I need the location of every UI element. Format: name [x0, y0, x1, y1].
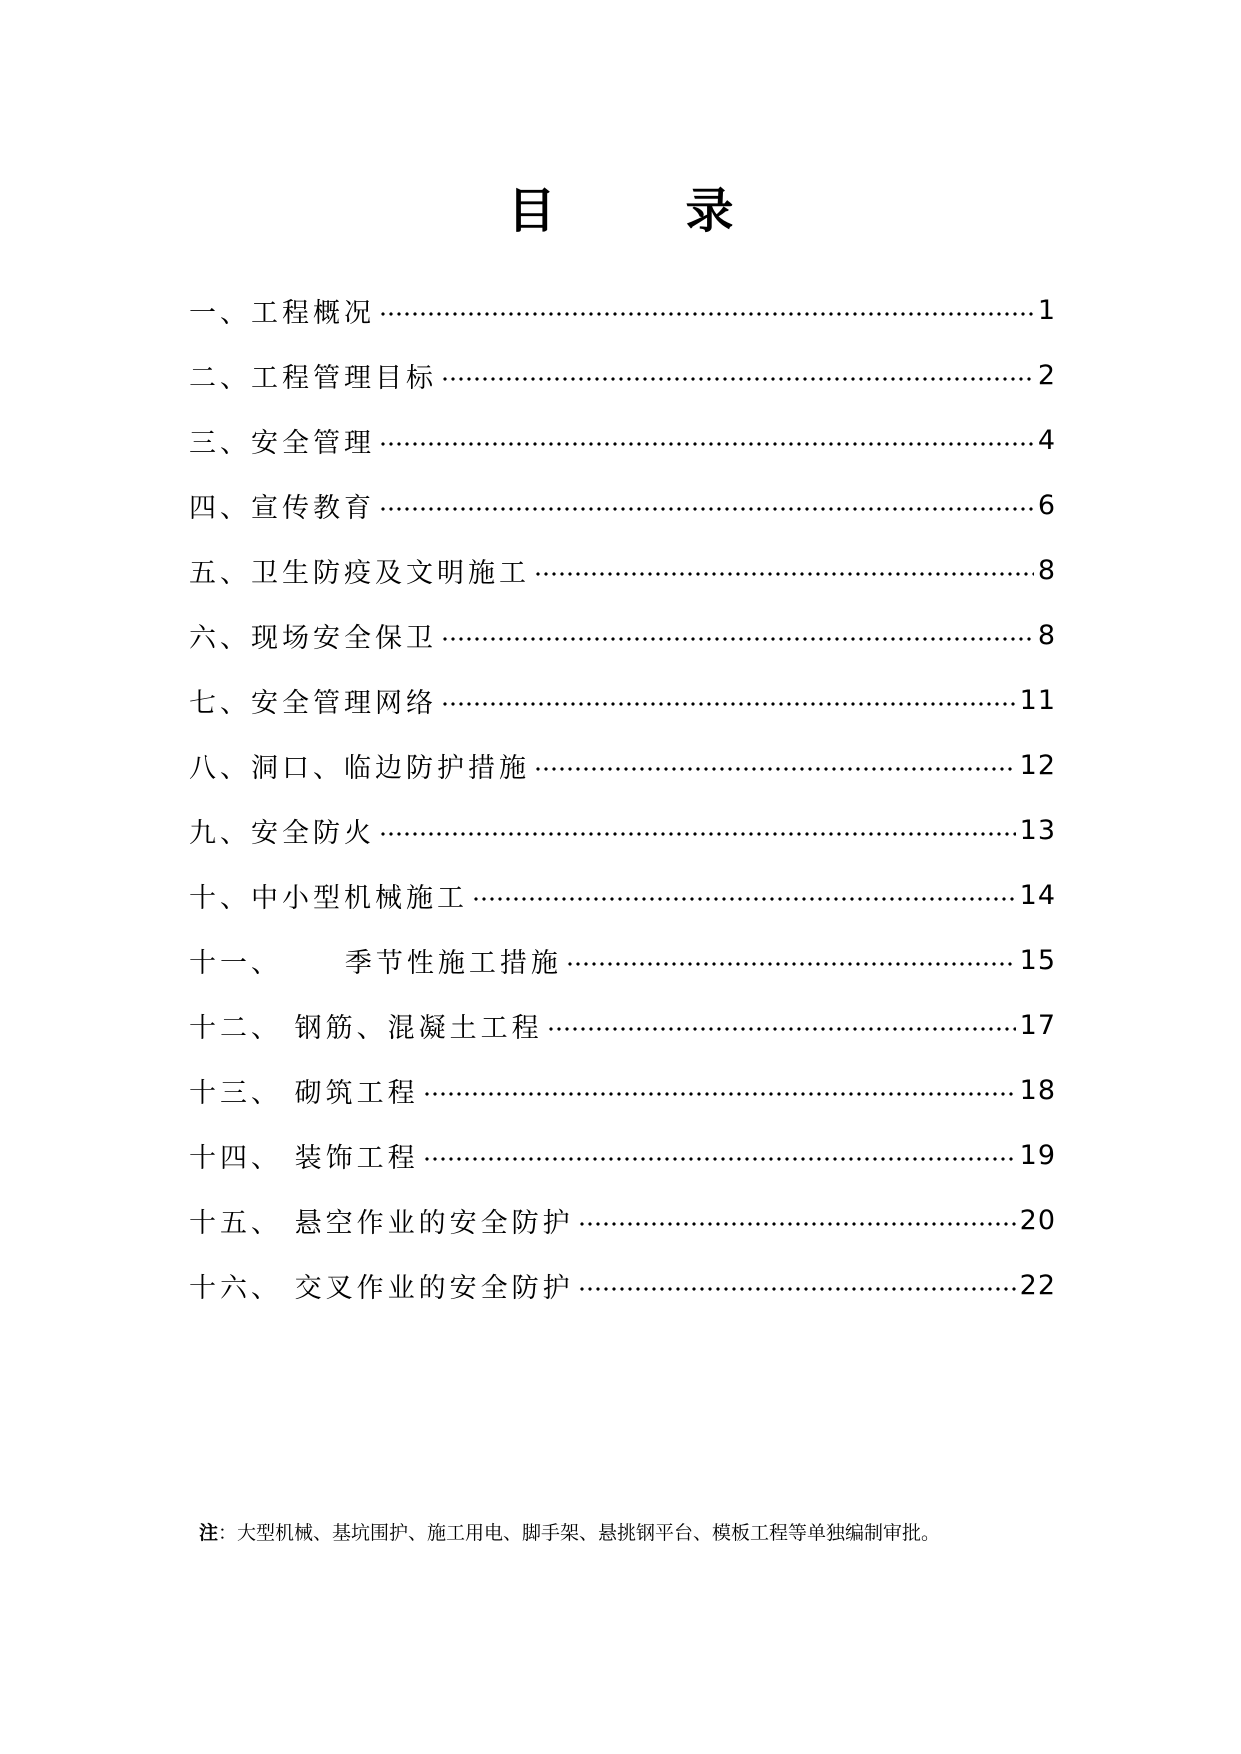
footnote-text: ：大型机械、基坑围护、施工用电、脚手架、悬挑钢平台、模板工程等单独编制审批。	[218, 1522, 941, 1544]
toc-entry-number: 十六、	[189, 1272, 295, 1304]
toc-leader-dots	[379, 312, 1034, 316]
toc-leader-dots	[441, 702, 1016, 706]
toc-entry-label: 中小型机械施工	[251, 882, 468, 914]
toc-entry[interactable]	[189, 290, 1056, 330]
toc-entry[interactable]	[189, 355, 1056, 395]
toc-page-number: 14	[1019, 879, 1056, 911]
toc-page-number: 4	[1037, 424, 1056, 456]
toc-entry-label: 工程概况	[251, 297, 375, 329]
toc-page-number: 6	[1037, 489, 1056, 521]
toc-entry[interactable]	[189, 1135, 1056, 1175]
footnote	[199, 1518, 1099, 1545]
toc-entry-label: 安全管理	[251, 427, 375, 459]
toc-page-number: 18	[1019, 1074, 1056, 1106]
toc-entry-number: 七、	[189, 687, 251, 719]
toc-entry[interactable]	[189, 1265, 1056, 1305]
toc-entry[interactable]	[189, 1005, 1056, 1045]
toc-page-number: 12	[1019, 749, 1056, 781]
toc-entry[interactable]	[189, 615, 1056, 655]
toc-leader-dots	[423, 1157, 1016, 1161]
toc-leader-dots	[534, 572, 1034, 576]
toc-entry[interactable]	[189, 875, 1056, 915]
toc-page-number: 19	[1019, 1139, 1056, 1171]
toc-page-number: 22	[1019, 1269, 1056, 1301]
toc-entry-label: 洞口、临边防护措施	[251, 752, 530, 784]
toc-entry-number: 八、	[189, 752, 251, 784]
toc-leader-dots	[441, 637, 1034, 641]
toc-entry[interactable]	[189, 745, 1056, 785]
toc-leader-dots	[441, 377, 1034, 381]
toc-entry[interactable]	[189, 940, 1056, 980]
toc-entry-label: 装饰工程	[294, 1142, 419, 1174]
toc-entry-number: 三、	[189, 427, 251, 459]
toc-entry-number: 一、	[189, 297, 251, 329]
toc-entry-label: 卫生防疫及文明施工	[251, 557, 530, 589]
toc-entry-number: 五、	[189, 557, 251, 589]
toc-entry-number: 十五、	[189, 1207, 295, 1239]
toc-leader-dots	[534, 767, 1016, 771]
toc-entry-number: 四、	[189, 492, 251, 524]
toc-leader-dots	[472, 897, 1016, 901]
toc-entry[interactable]	[189, 1070, 1056, 1110]
toc-entry[interactable]	[189, 810, 1056, 850]
title-char-2: 录	[685, 183, 734, 239]
footnote-label: 注	[199, 1522, 219, 1544]
toc-entry-number: 二、	[189, 362, 251, 394]
toc-entry-number: 十一、	[189, 947, 345, 979]
toc-page-number: 8	[1037, 554, 1056, 586]
toc-leader-dots	[578, 1222, 1016, 1226]
toc-page-number: 11	[1019, 684, 1056, 716]
toc-leader-dots	[379, 832, 1016, 836]
toc-leader-dots	[578, 1287, 1016, 1291]
toc-leader-dots	[379, 507, 1034, 511]
toc-entry-number: 十、	[189, 882, 251, 914]
toc-entry-number: 十二、	[189, 1012, 295, 1044]
toc-entry-number: 十三、	[189, 1077, 295, 1109]
toc-entry-label: 砌筑工程	[294, 1077, 419, 1109]
toc-entry[interactable]	[189, 1200, 1056, 1240]
toc-page-number: 2	[1037, 359, 1056, 391]
toc-entry[interactable]	[189, 550, 1056, 590]
toc-page-number: 13	[1019, 814, 1056, 846]
toc-entry-label: 宣传教育	[251, 492, 375, 524]
toc-page-number: 15	[1019, 944, 1056, 976]
toc-entry-number: 九、	[189, 817, 251, 849]
toc-leader-dots	[423, 1092, 1016, 1096]
toc-entry[interactable]	[189, 485, 1056, 525]
page-title	[0, 172, 1241, 241]
toc-leader-dots	[547, 1027, 1016, 1031]
title-char-1: 目	[507, 183, 556, 239]
toc-entry-label: 工程管理目标	[251, 362, 437, 394]
toc-entry-label: 现场安全保卫	[251, 622, 437, 654]
toc-entry-label: 安全管理网络	[251, 687, 437, 719]
toc-entry[interactable]	[189, 680, 1056, 720]
toc-page-number: 1	[1037, 294, 1056, 326]
toc-leader-dots	[379, 442, 1034, 446]
toc-entry-label: 安全防火	[251, 817, 375, 849]
toc-entry-number: 六、	[189, 622, 251, 654]
toc-page-number: 8	[1037, 619, 1056, 651]
toc-entry-label: 悬空作业的安全防护	[294, 1207, 574, 1239]
toc-entry[interactable]	[189, 420, 1056, 460]
toc-entry-label: 交叉作业的安全防护	[294, 1272, 574, 1304]
toc-entry-label: 季节性施工措施	[344, 947, 562, 979]
toc-leader-dots	[566, 962, 1016, 966]
toc-entry-number: 十四、	[189, 1142, 295, 1174]
toc-entry-label: 钢筋、混凝土工程	[294, 1012, 543, 1044]
toc-page-number: 17	[1019, 1009, 1056, 1041]
toc-page-number: 20	[1019, 1204, 1056, 1236]
